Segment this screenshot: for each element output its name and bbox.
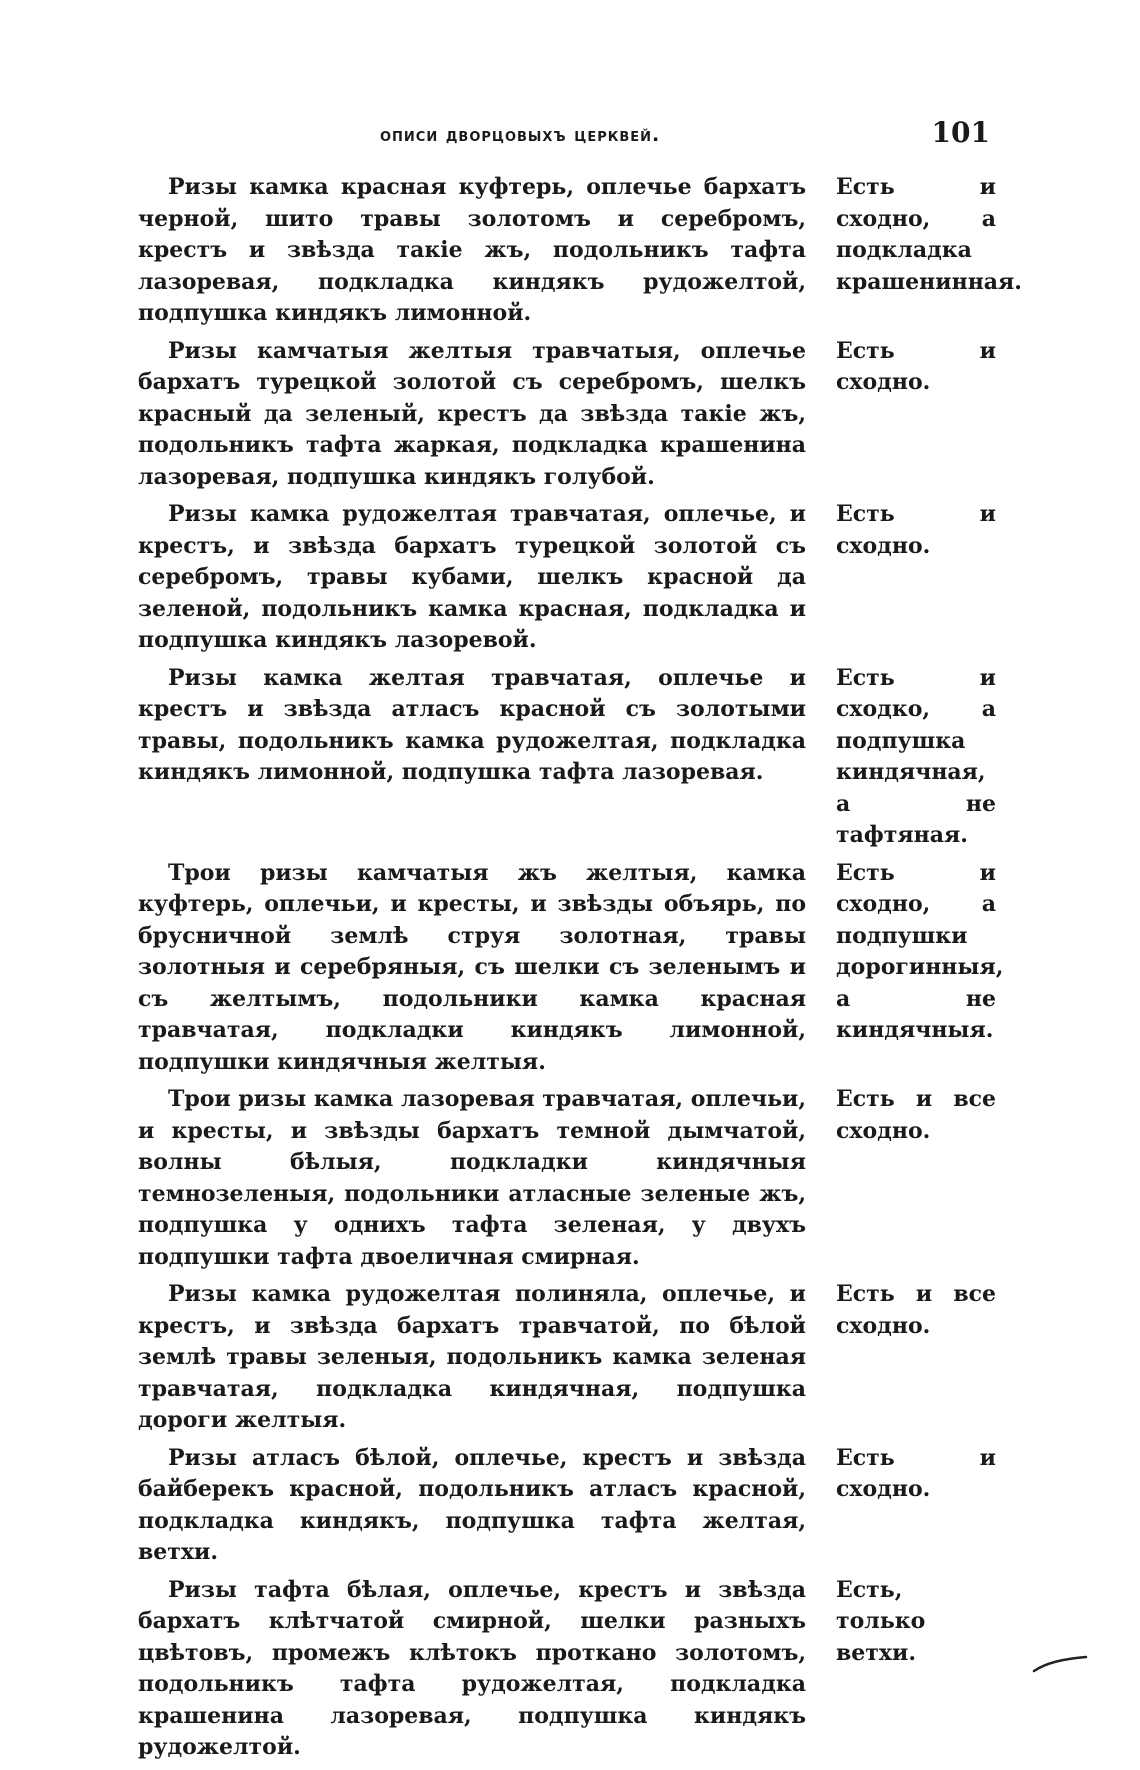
inventory-entry	[138, 172, 1022, 330]
entry-note: Есть и сходно, а подпушки дорогинныя, а не киндячныя.	[836, 859, 1004, 1043]
inventory-entry	[138, 1575, 996, 1764]
entry-text: Ризы камка рудожелтая травчатая, оплечье, и крестъ, и звѣзда бархатъ турецкой золотой съ серебромъ, травы кубами, шелкъ красной да зеленой, подольникъ камка красная, подкладка и подпушка киндякъ лазоревой.	[138, 501, 806, 653]
entry-note: Есть и сходно.	[836, 501, 996, 559]
entry-text: Трои ризы камчатыя жъ желтыя, камка куфтерь, оплечьи, и кресты, и звѣзды объярь, по брусничной землѣ струя золотная, травы золотныя и серебряныя, съ шелки съ зеленымъ и съ желтымъ, подольники камка красная травчатая, подкладки киндякъ лимонной, подпушки киндячныя желтыя.	[138, 859, 806, 1075]
entry-text: Ризы камка рудожелтая полиняла, оплечье, и крестъ, и звѣзда бархатъ травчатой, по бѣлой землѣ травы зеленыя, подольникъ камка зеленая травчатая, подкладка киндячная, подпушка дороги желтыя.	[138, 1281, 806, 1433]
entry-note: Есть и сходко, а подпушка киндячная, а не тафтяная.	[836, 664, 996, 848]
inventory-entry	[138, 663, 996, 852]
inventory-entry	[138, 1084, 996, 1273]
entry-note: Есть и сходно.	[836, 337, 996, 395]
page-number: 101	[931, 116, 990, 149]
entry-note: Есть, только ветхи.	[836, 1576, 926, 1666]
ink-stroke-mark	[1032, 1655, 1088, 1673]
running-head	[140, 118, 990, 158]
inventory-entry	[138, 1279, 996, 1437]
entry-note: Есть и все сходно.	[836, 1281, 996, 1339]
inventory-entry	[138, 1443, 996, 1569]
entry-note: Есть и сходно, а подкладка крашенинная.	[836, 174, 1022, 295]
entry-text: Ризы тафта бѣлая, оплечье, крестъ и звѣзда бархатъ клѣтчатой смирной, шелки разныхъ цвѣтовъ, промежъ клѣтокъ проткано золотомъ, подольникъ тафта рудожелтая, подкладка крашенина лазоревая, подпушка киндякъ рудожелтой.	[138, 1576, 806, 1760]
entry-text: Ризы атласъ бѣлой, оплечье, крестъ и звѣзда байберекъ красной, подольникъ атласъ красной, подкладка киндякъ, подпушка тафта желтая, ветхи.	[138, 1444, 806, 1565]
inventory-entry	[138, 858, 1004, 1079]
running-title: описи дворцовыхъ церквей.	[380, 124, 661, 146]
entry-text: Ризы камка красная куфтерь, оплечье бархатъ черной, шито травы золотомъ и серебромъ, крестъ и звѣзда такіе жъ, подольникъ тафта лазоревая, подкладка киндякъ рудожелтой, подпушка киндякъ лимонной.	[138, 174, 806, 326]
entry-note: Есть и сходно.	[836, 1444, 996, 1502]
entry-text: Трои ризы камка лазоревая травчатая, оплечьи, и кресты, и звѣзды бархатъ темной дымчатой, волны бѣлыя, подкладки киндячныя темнозеленыя, подольники атласные зеленые жъ, подпушка у однихъ тафта зеленая, у двухъ подпушки тафта двоеличная смирная.	[138, 1086, 806, 1270]
inventory-entry	[138, 336, 996, 494]
inventory-entries	[138, 172, 1022, 1770]
entry-text: Ризы камка желтая травчатая, оплечье и крестъ и звѣзда атласъ красной съ золотыми травы, подольникъ камка рудожелтая, подкладка киндякъ лимонной, подпушка тафта лазоревая.	[138, 664, 806, 785]
entry-text: Ризы камчатыя желтыя травчатыя, оплечье бархатъ турецкой золотой съ серебромъ, шелкъ красный да зеленый, крестъ да звѣзда такіе жъ, подольникъ тафта жаркая, подкладка крашенина лазоревая, подпушка киндякъ голубой.	[138, 337, 806, 490]
entry-note: Есть и все сходно.	[836, 1086, 996, 1144]
inventory-entry	[138, 499, 996, 657]
